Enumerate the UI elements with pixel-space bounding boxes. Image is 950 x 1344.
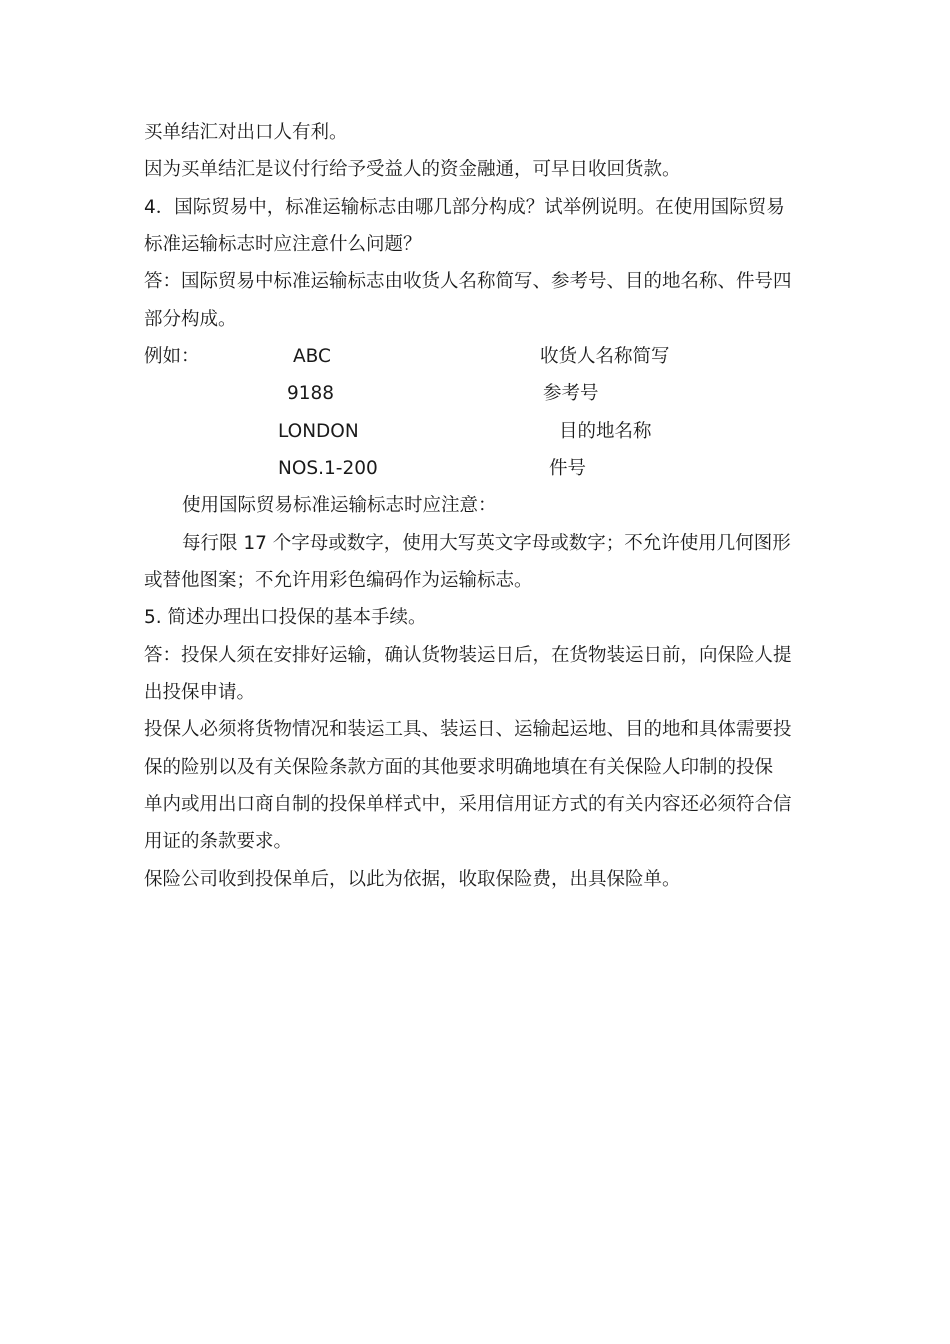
question-5: 5. 简述办理出口投保的基本手续。 [144, 607, 427, 628]
text-line-2: 因为买单结汇是议付行给予受益人的资金融通，可早日收回货款。 [144, 159, 681, 180]
example-mark-3: LONDON [278, 421, 359, 442]
example-meaning-1: 收货人名称简写 [540, 346, 670, 367]
example-meaning-4: 件号 [549, 458, 587, 479]
example-mark-1: ABC [293, 346, 331, 367]
notes-line-2: 或替他图案；不允许用彩色编码作为运输标志。 [144, 570, 533, 591]
text-line-1: 买单结汇对出口人有利。 [144, 122, 348, 143]
question-4-line-1: 4．国际贸易中，标准运输标志由哪几部分构成？试举例说明。在使用国际贸易 [144, 197, 785, 218]
answer-5-line-6: 用证的条款要求。 [144, 831, 293, 852]
example-mark-4: NOS.1-200 [278, 458, 378, 479]
example-meaning-3: 目的地名称 [559, 421, 652, 442]
answer-4-line-1: 答：国际贸易中标准运输标志由收货人名称简写、参考号、目的地名称、件号四 [144, 271, 792, 292]
notes-heading: 使用国际贸易标准运输标志时应注意： [182, 495, 497, 516]
answer-5-line-7: 保险公司收到投保单后，以此为依据，收取保险费，出具保险单。 [144, 869, 681, 890]
example-meaning-2: 参考号 [543, 383, 599, 404]
example-label: 例如： [144, 346, 200, 367]
notes-line-1: 每行限 17 个字母或数字，使用大写英文字母或数字；不允许使用几何图形 [182, 533, 791, 554]
answer-5-line-3: 投保人必须将货物情况和装运工具、装运日、运输起运地、目的地和具体需要投 [144, 719, 792, 740]
answer-4-line-2: 部分构成。 [144, 309, 237, 330]
answer-5-line-1: 答：投保人须在安排好运输，确认货物装运日后，在货物装运日前，向保险人提 [144, 645, 792, 666]
answer-5-line-5: 单内或用出口商自制的投保单样式中，采用信用证方式的有关内容还必须符合信 [144, 794, 792, 815]
example-mark-2: 9188 [287, 383, 335, 404]
answer-5-line-2: 出投保申请。 [144, 682, 256, 703]
answer-5-line-4: 保的险别以及有关保险条款方面的其他要求明确地填在有关保险人印制的投保 [144, 757, 774, 778]
question-4-line-2: 标准运输标志时应注意什么问题？ [144, 234, 422, 255]
